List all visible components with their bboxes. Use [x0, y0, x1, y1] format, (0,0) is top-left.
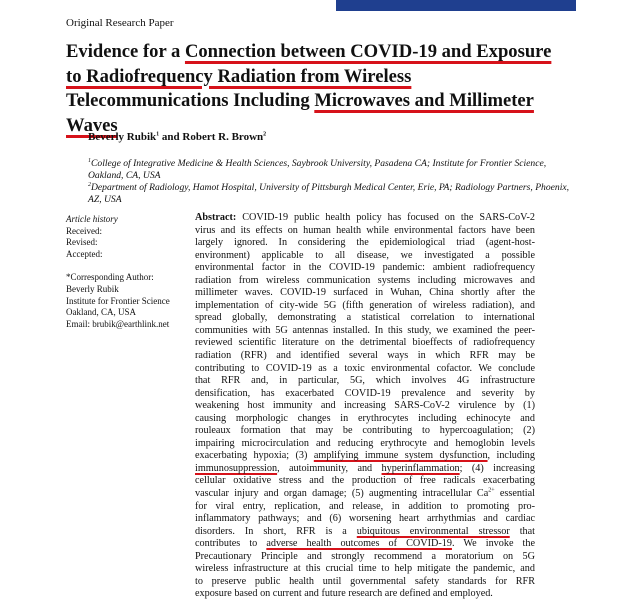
- affiliation-2: $^2$Department of Radiology, Hamot Hospital, University of Pittsburgh Medical Center, Erie, PA; Radiology Partners, Phoenix,: [88, 181, 570, 193]
- paper-type-label: Original Research Paper: [66, 17, 174, 29]
- author-list: Beverly Rubik$^1$ and Robert R. Brown$^2$: [88, 131, 267, 143]
- title-highlight-4: Waves: [66, 114, 118, 136]
- title-highlight-2: to Radiofrequency Radiation from Wireless: [66, 65, 412, 87]
- abstract-highlight-stressor: ubiquitous environmental stressor: [356, 525, 510, 537]
- abstract: Abstract: COVID-19 public health policy has focused on the SARS-CoV-2 virus and its effects on human health while environmental factors have been largely ignored. In considering the epidemiological triad (agent-host- environment) applicable to all disease, we investigated a possible environmental factor in the COVID-19 pandemic: ambient radiofrequency radiation from wireless communication systems including microwaves and millimeter waves. COVID-19 surfaced in Wuhan, China shortly after the implementation of city-wide 5G (fifth generation of wireless radiation), and spread globally, demonstrating a statistical correlation to international communities with 5G antennas installed. In this study, we examined the peer- reviewed scientific literature on the detrimental bioeffects of radiofrequency radiation (RFR) and identified several ways in which RFR may be contributing to COVID-19 as a toxic environmental cofactor. We conclude that RFR and, in particular, 5G, which involves 4G infrastructure densification, has exacerbated COVID-19 prevalence and severity by weakening host immunity and increasing SARS-CoV-2 virulence by (1) causing morphologic changes in erythrocytes including echinocyte and rouleaux formation that may be contributing to hypercoagulation; (2) impairing microcirculation and reducing erythrocyte and hemoglobin levels exacerbating hypoxia; (3) amplifying immune system dysfunction, including immunosuppression, autoimmunity, and hyperinflammation; (4) increasing cellular oxidative stress and the production of free radicals exacerbating vascular injury and organ damage; (5) augmenting intracellular $Ca^{2+}$ essential for viral entry, replication, and release, in addition to promoting pro- inflammatory pathways; and (6) worsening heart arrhythmias and cardiac disorders. In short, RFR is a ubiquitous environmental stressor that contributes to adverse health outcomes of COVID-19. We invoke the Precautionary Principle and strongly recommend a moratorium on 5G wireless infrastructure at this crucial time to help mitigate the pandemic, and to preserve public health until governmental safety standards for RFR exposure based on current and future research are defined and employed.: [195, 212, 535, 600]
- abstract-highlight-immunosuppression: immunosuppression: [195, 462, 278, 474]
- paper-title: Evidence for a Connection between COVID-19 and Exposure to Radiofrequency Radiation from Wireless Telecommunications Including Microwaves and Millimeter Waves: [66, 41, 552, 136]
- abstract-highlight-adverse-outcomes: adverse health outcomes of COVID-19: [266, 538, 452, 550]
- corresponding-author-institute: Institute for Frontier Science: [66, 295, 170, 306]
- corresponding-author-label: *Corresponding Author:: [66, 272, 154, 283]
- abstract-highlight-hyperinflammation: hyperinflammation: [381, 462, 460, 474]
- received-label: Received:: [66, 225, 102, 236]
- affiliation-1: $^1$College of Integrative Medicine & Health Sciences, Saybrook University, Pasadena CA; Institute for Frontier Science,: [88, 157, 547, 169]
- journal-header-bar: [336, 0, 576, 11]
- abstract-label: Abstract:: [195, 212, 237, 223]
- author-1: Beverly Rubik: [88, 131, 157, 143]
- abstract-highlight-immune-dysfunction: amplifying immune system dysfunction: [313, 450, 488, 462]
- corresponding-author-name: Beverly Rubik: [66, 283, 119, 294]
- author-2: and Robert R. Brown: [159, 131, 264, 143]
- affiliations: $^1$College of Integrative Medicine & Health Sciences, Saybrook University, Pasadena CA; Institute for Frontier Science, Oakland, CA, USA $^2$Department of Radiology, Hamot Hospital, University of Pittsburgh Medical Center, Erie, PA; Radiology Partners, Phoenix, AZ, USA: [88, 158, 613, 206]
- title-highlight-1: Connection between COVID-19 and Exposure: [184, 41, 552, 62]
- article-sidebar: [66, 214, 186, 330]
- revised-label: Revised:: [66, 237, 98, 248]
- title-highlight-3: Microwaves and Millimeter: [314, 90, 534, 111]
- corresponding-author-email[interactable]: Email: brubik@earthlink.net: [66, 318, 170, 329]
- article-history-label: Article history: [66, 214, 118, 224]
- accepted-label: Accepted:: [66, 248, 103, 259]
- corresponding-author-location: Oakland, CA, USA: [66, 307, 136, 318]
